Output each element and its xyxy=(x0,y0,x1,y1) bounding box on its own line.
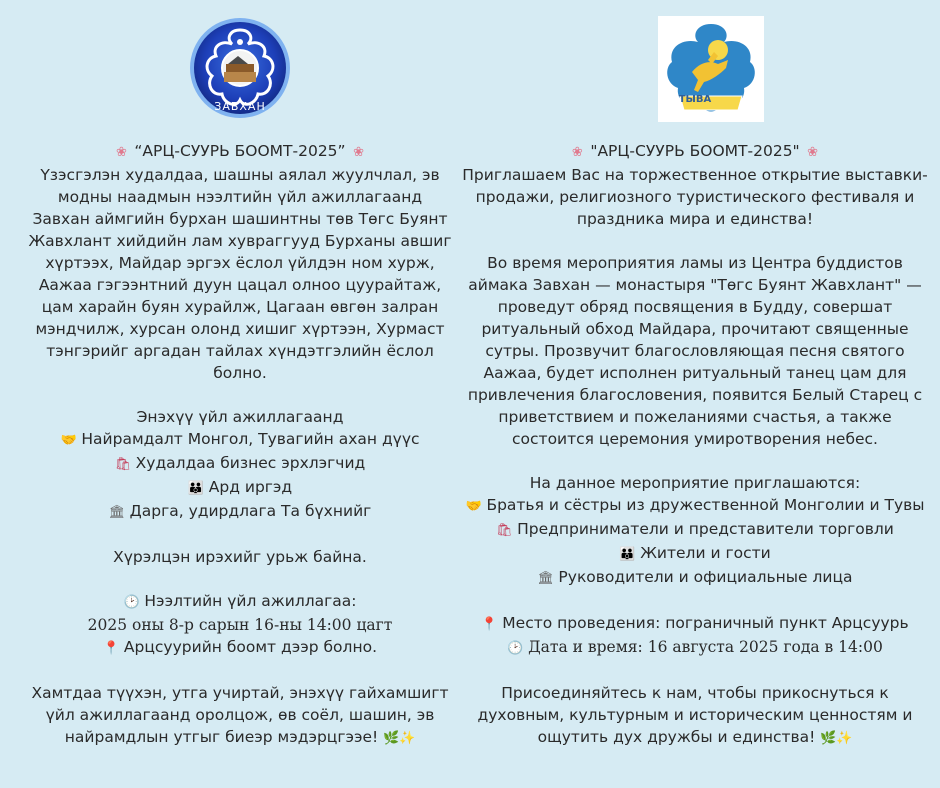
guest-label: Предприниматели и представители торговли xyxy=(517,520,894,538)
flower-icon: ❀ xyxy=(807,145,819,160)
guest-item xyxy=(10,476,470,500)
text-line xyxy=(10,726,470,750)
text-line: Жавхлант хийдийн лам хувраггууд Бурханы авшиг xyxy=(28,232,452,250)
guest-item xyxy=(10,428,470,452)
handshake-icon: 🤝 xyxy=(60,433,77,448)
left-guests xyxy=(10,406,470,524)
datetime-text: Дата и время: 16 августа 2025 года в 14:00 xyxy=(528,638,883,656)
guest-item xyxy=(460,542,930,566)
handshake-icon: 🤝 xyxy=(465,499,482,514)
text-line: цам харайн буян хурайлж, Цагаан өвгөн залран xyxy=(41,298,439,316)
text-line: Завхан аймгийн бурхан шашинтны төв Төгс Буянт xyxy=(32,210,448,228)
guest-item xyxy=(460,494,930,518)
text-line: тэнгэрийг аргадан тайлах хүндэтгэлийн ёслол xyxy=(46,342,434,360)
text-line: Во время мероприятия ламы из Центра буддистов xyxy=(487,254,903,272)
text-line: болно. xyxy=(213,364,267,382)
shopping-bags-icon: 🛍 xyxy=(496,523,513,538)
text-line: Үзэсгэлэн худалдаа, шашны аялал жуулчлал, эв xyxy=(40,166,440,184)
left-title-text: “АРЦ-СУУРЬ БООМТ-2025” xyxy=(134,142,346,160)
text-line: Присоединяйтесь к нам, чтобы прикоснуться к xyxy=(501,684,889,702)
location-line xyxy=(10,636,470,660)
text-line: состоится церемония умиротворения небес. xyxy=(512,430,878,448)
guest-label: Руководители и официальные лица xyxy=(558,568,853,586)
left-intro xyxy=(10,164,470,384)
right-closing xyxy=(460,682,930,750)
left-opening xyxy=(10,590,470,660)
text-line: хүртээх, Майдар эргэх ёслол үйлдэн ном хурж, xyxy=(45,254,435,272)
tyva-logo-area xyxy=(460,0,930,140)
right-guests xyxy=(460,472,930,590)
closing-text: ощутить дух дружбы и единства! xyxy=(537,728,816,746)
pin-icon: 📍 xyxy=(102,641,120,656)
zavkhan-logo-area xyxy=(10,0,470,140)
text-line: үйл ажиллагаанд оролцож, өв соёл, шашин, эв xyxy=(45,706,435,724)
zavkhan-logo-text: ЗАВХАН xyxy=(214,100,266,113)
guest-label: Ард иргэд xyxy=(208,478,293,496)
guest-label: Дарга, удирдлага Та бүхнийг xyxy=(129,502,372,520)
russian-column xyxy=(460,0,930,750)
text-line: мэндчилж, хурсан олонд хишиг хүртээн, Хурмаст xyxy=(35,320,445,338)
text-line: привлечения благословения, появится Белый Старец с xyxy=(467,386,923,404)
text-line: аймака Завхан — монастыря "Төгс Буянт Жавхлант" — xyxy=(468,276,922,294)
right-title xyxy=(460,140,930,164)
guest-item xyxy=(10,500,470,524)
flower-icon: ❀ xyxy=(571,145,583,160)
clock-icon: 🕑 xyxy=(507,641,524,656)
pin-icon: 📍 xyxy=(481,617,498,632)
right-details xyxy=(460,252,930,450)
location-text: Арцсуурийн боомт дээр болно. xyxy=(123,638,377,656)
herb-icon: 🌿 xyxy=(820,731,837,746)
classical-building-icon: 🏛 xyxy=(108,505,126,520)
invite-text: Хүрэлцэн ирэхийг урьж байна. xyxy=(113,548,367,566)
sparkles-icon: ✨ xyxy=(399,731,416,746)
tyva-logo-text: ТЫВА xyxy=(678,94,712,105)
text-line: ритуальный обход Майдара, прочитают священные xyxy=(481,320,909,338)
mongolian-column xyxy=(10,0,470,750)
closing-text: найрамдлын утгыг биеэр мэдэрцгээе! xyxy=(64,728,379,746)
text-line: приветствием и пожеланиями счастья, а также xyxy=(498,408,892,426)
family-icon: 👪 xyxy=(619,547,636,562)
guests-heading: Энэхүү үйл ажиллагаанд xyxy=(136,408,344,426)
left-closing xyxy=(10,682,470,750)
right-venue xyxy=(460,612,930,660)
guest-label: Братья и сёстры из дружественной Монголии и Тувы xyxy=(486,496,925,514)
opening-time: 2025 оны 8-р сарын 16-ны 14:00 цагт xyxy=(87,616,393,634)
opening-label-text: Нээлтийн үйл ажиллагаа: xyxy=(144,592,357,610)
text-line: Аажаа, будет исполнен ритуальный танец цам для xyxy=(483,364,907,382)
shopping-bags-icon: 🛍 xyxy=(114,457,132,472)
text-line: проведут обряд посвящения в Будду, совершат xyxy=(497,298,893,316)
text-line: продажи, религиозного туристического фестиваля и xyxy=(475,188,915,206)
text-line: модны наадмын нээлтийн үйл ажиллагаанд xyxy=(57,188,423,206)
classical-building-icon: 🏛 xyxy=(537,571,554,586)
guests-heading: На данное мероприятие приглашаются: xyxy=(529,474,861,492)
sparkles-icon: ✨ xyxy=(836,731,853,746)
guest-label: Найрамдалт Монгол, Тувагийн ахан дүүс xyxy=(81,430,420,448)
text-line: праздника мира и единства! xyxy=(576,210,814,228)
guest-item xyxy=(460,566,930,590)
text-line: Аажаа гэгээнтний дуун цацал олноо цуурайтаж, xyxy=(38,276,442,294)
text-line: Приглашаем Вас на торжественное открытие выставки- xyxy=(462,166,928,184)
datetime-line xyxy=(460,636,930,660)
guest-label: Жители и гости xyxy=(640,544,771,562)
right-title-text: "АРЦ-СУУРЬ БООМТ-2025" xyxy=(590,142,800,160)
text-line xyxy=(460,726,930,750)
text-line: духовным, культурным и историческим ценностям и xyxy=(477,706,913,724)
family-icon: 👪 xyxy=(187,481,205,496)
left-invite xyxy=(10,546,470,568)
flower-icon: ❀ xyxy=(353,145,364,160)
text-line: Хамтдаа түүхэн, утга учиртай, энэхүү гайхамшигт xyxy=(31,684,449,702)
flower-icon: ❀ xyxy=(116,145,127,160)
text-line: сутры. Прозвучит благословляющая песня святого xyxy=(485,342,905,360)
location-line xyxy=(460,612,930,636)
guest-label: Худалдаа бизнес эрхлэгчид xyxy=(135,454,366,472)
guest-item xyxy=(10,452,470,476)
opening-label xyxy=(10,590,470,614)
right-intro xyxy=(460,164,930,230)
location-text: Место проведения: пограничный пункт Арцсуурь xyxy=(502,614,909,632)
clock-icon: 🕑 xyxy=(123,595,140,610)
guest-item xyxy=(460,518,930,542)
left-title xyxy=(10,140,470,164)
herb-icon: 🌿 xyxy=(383,731,400,746)
tyva-emblem xyxy=(658,16,764,122)
